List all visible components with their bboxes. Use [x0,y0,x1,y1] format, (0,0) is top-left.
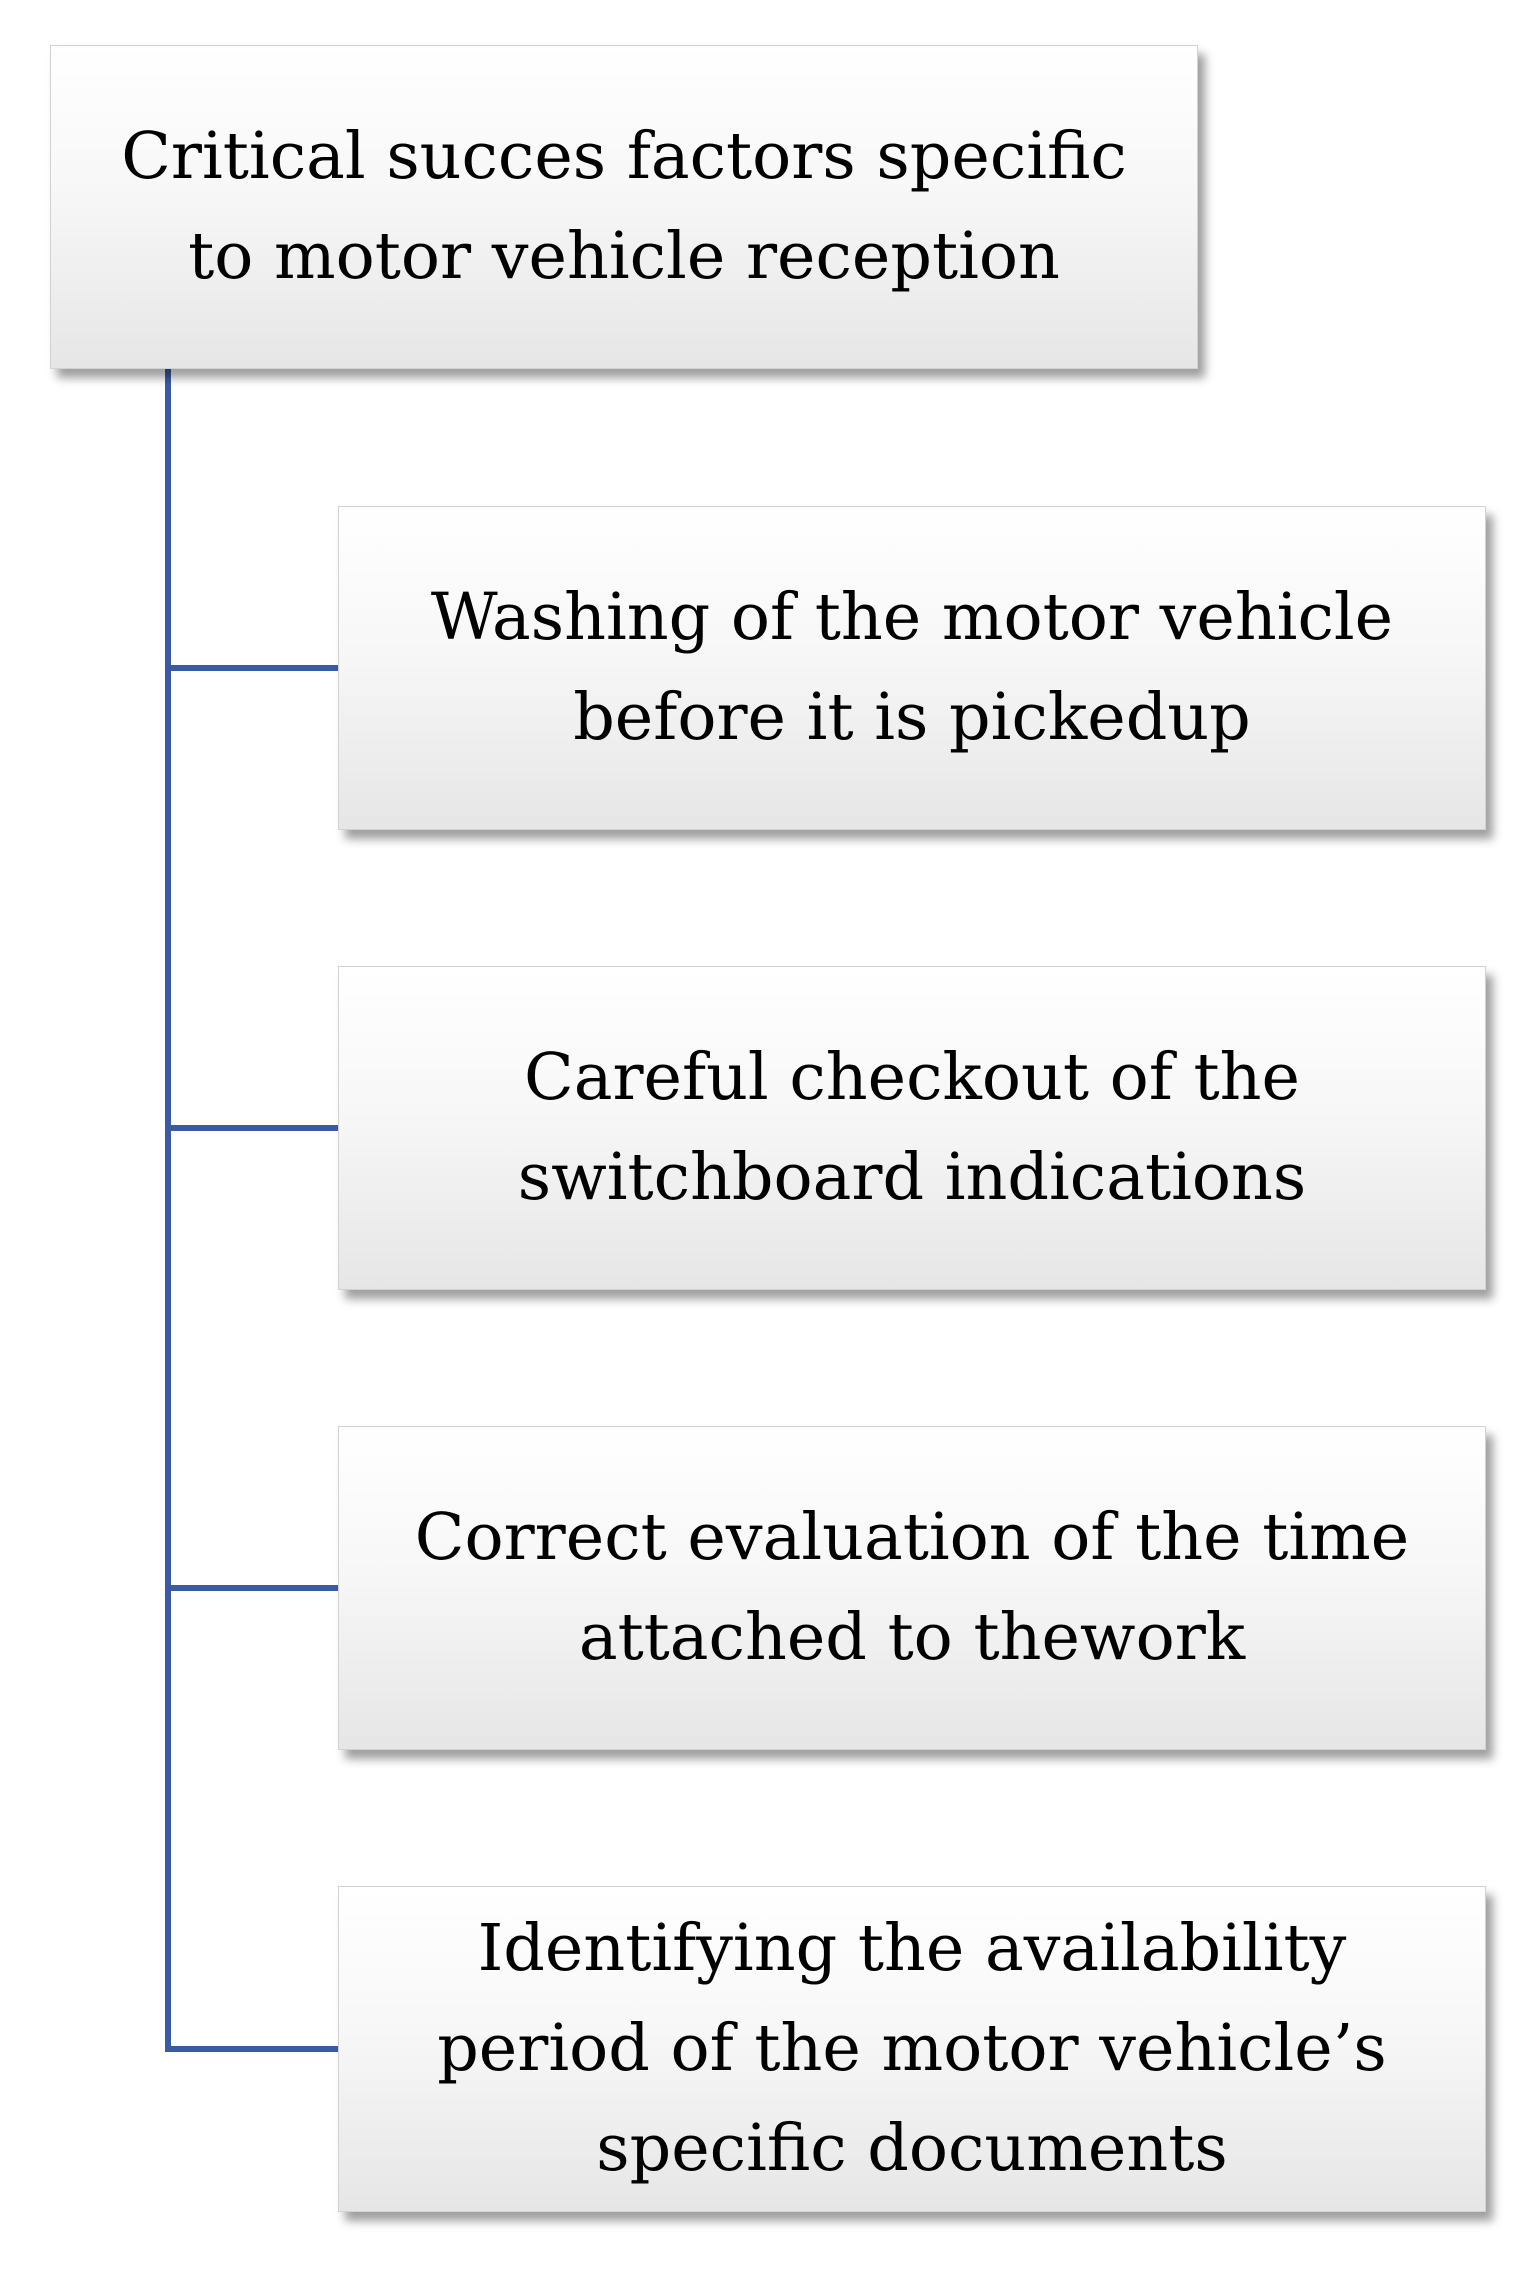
child-node-documents [338,1886,1486,2212]
child-node-label: Washing of the motor vehicle before it is pickedup [430,580,1394,755]
root-node-label: Critical succes factors specific to motor vehicle reception [121,119,1127,294]
child-node-washing [338,506,1486,830]
child-node-label: Careful checkout of the switchboard indications [517,1040,1307,1215]
child-node-time-evaluation [338,1426,1486,1750]
child-node-checkout [338,966,1486,1290]
root-node [50,45,1198,369]
child-node-label: Correct evaluation of the time attached to thework [414,1500,1410,1675]
child-node-label: Identifying the availability period of the motor vehicle’s specific documents [437,1911,1387,2186]
